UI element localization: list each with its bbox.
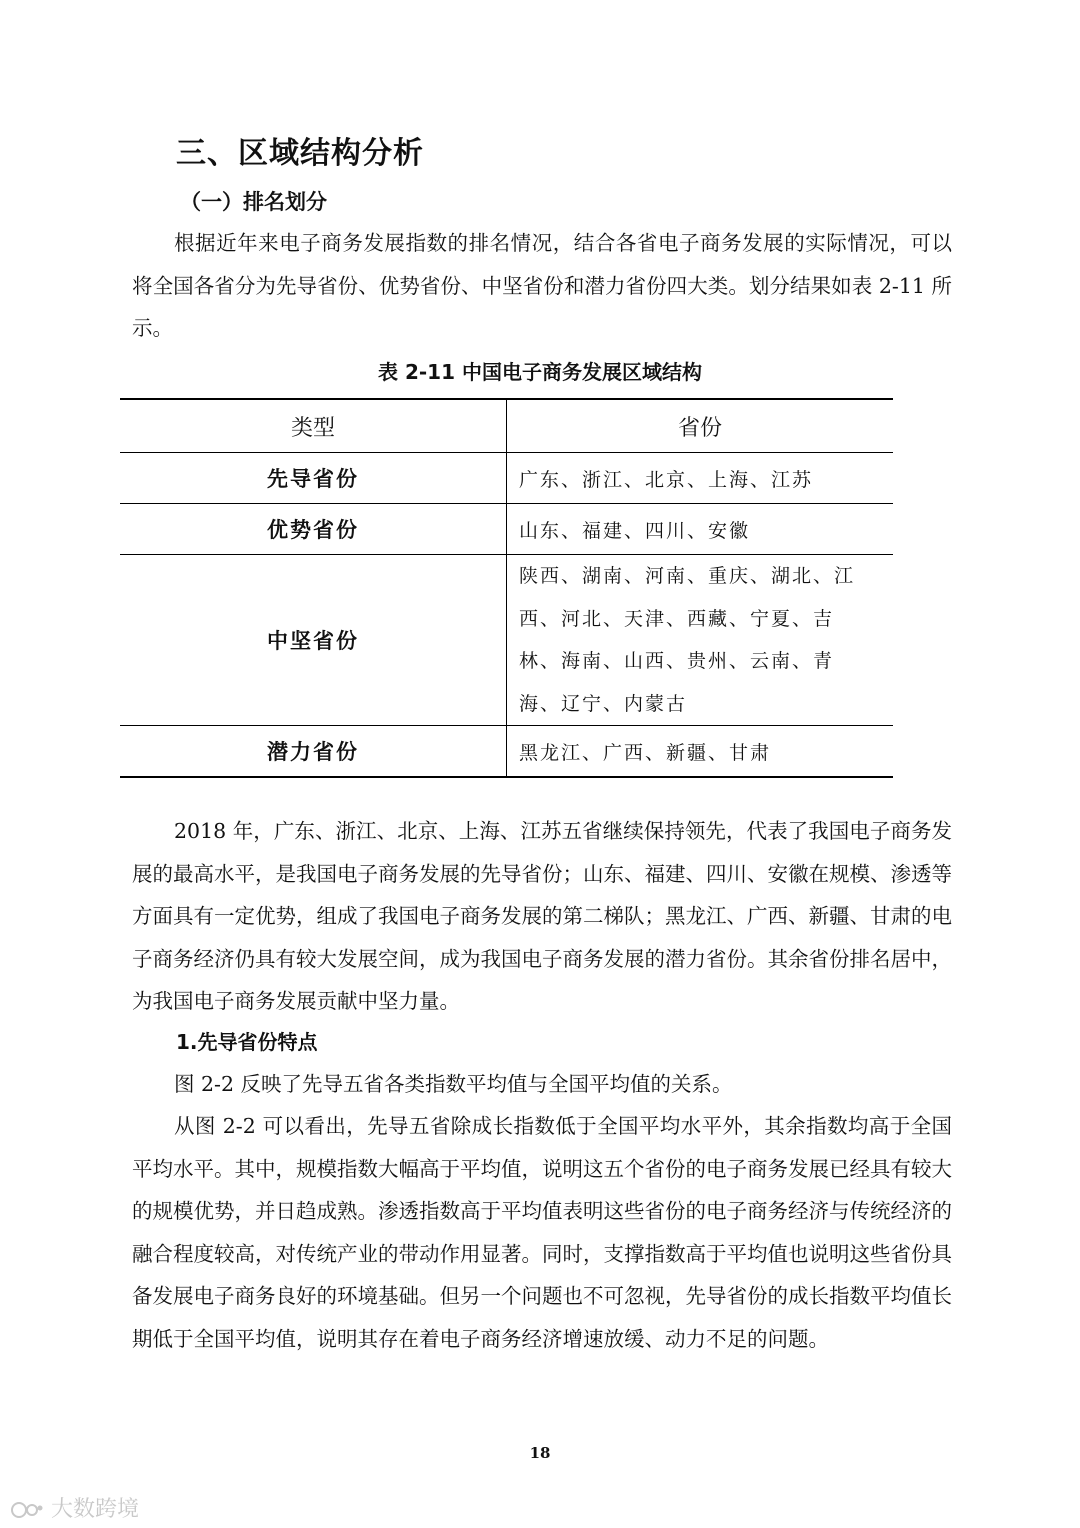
header-provinces: 省份 <box>507 399 894 453</box>
paragraph-2018 <box>132 810 952 1023</box>
paragraph-figure-intro <box>132 1063 952 1106</box>
row-provinces: 山东、福建、四川、安徽 <box>507 504 894 555</box>
watermark-logo-icon <box>10 1500 44 1520</box>
heading-leading-provinces: 1.先导省份特点 <box>176 1030 318 1054</box>
row-provinces: 黑龙江、广西、新疆、甘肃 <box>519 741 772 764</box>
section-title: 三、区域结构分析 <box>176 136 424 171</box>
table-row <box>120 504 893 555</box>
row-type: 先导省份 <box>120 453 507 504</box>
region-structure-table <box>120 398 893 778</box>
row-provinces-text: 陕西、湖南、河南、重庆、湖北、江西、河北、天津、西藏、宁夏、吉林、海南、山西、贵州、云南、青海、辽宁、内蒙古 <box>519 565 856 715</box>
watermark-text: 大数跨境 <box>51 1497 140 1522</box>
header-type: 类型 <box>120 399 507 453</box>
page-number: 18 <box>529 1444 551 1462</box>
row-provinces: 广东、浙江、北京、上海、江苏 <box>507 453 894 504</box>
paragraph-analysis-text: 从图 2-2 可以看出，先导五省除成长指数低于全国平均水平外，其余指数均高于全国平均水平。其中，规模指数大幅高于平均值，说明这五个省份的电子商务发展已经具有较大的规模优势，并日趋成熟。渗透指数高于平均值表明这些省份的电子商务经济与传统经济的融合程度较高，对传统产业的带动作用显著。同时，支撑指数高于平均值也说明这些省份具备发展电子商务良好的环境基础。但另一个问题也不可忽视，先导省份的成长指数平均值长期低于全国平均值，说明其存在着电子商务经济增速放缓、动力不足的问题。 <box>132 1114 952 1351</box>
subsection-title: （一）排名划分 <box>180 190 327 214</box>
row-type: 潜力省份 <box>120 726 507 778</box>
table-row <box>120 726 893 778</box>
paragraph-figure-intro-text: 图 2-2 反映了先导五省各类指数平均值与全国平均值的关系。 <box>174 1072 733 1096</box>
row-type: 中坚省份 <box>120 555 507 726</box>
table-row <box>120 453 893 504</box>
intro-paragraph-text: 根据近年来电子商务发展指数的排名情况，结合各省电子商务发展的实际情况，可以将全国各省分为先导省份、优势省份、中坚省份和潜力省份四大类。划分结果如表 2-11 所示。 <box>132 231 952 340</box>
paragraph-analysis <box>132 1105 952 1360</box>
row-provinces <box>507 555 894 726</box>
watermark <box>10 1492 139 1523</box>
row-type: 优势省份 <box>120 504 507 555</box>
intro-paragraph <box>132 222 952 350</box>
table-header-row <box>120 399 893 453</box>
table-caption: 表 2-11 中国电子商务发展区域结构 <box>378 360 702 384</box>
paragraph-2018-text: 2018 年，广东、浙江、北京、上海、江苏五省继续保持领先，代表了我国电子商务发展的最高水平，是我国电子商务发展的先导省份；山东、福建、四川、安徽在规模、渗透等方面具有一定优势，组成了我国电子商务发展的第二梯队；黑龙江、广西、新疆、甘肃的电子商务经济仍具有较大发展空间，成为我国电子商务发展的潜力省份。其余省份排名居中，为我国电子商务发展贡献中坚力量。 <box>132 819 952 1013</box>
table-row <box>120 555 893 726</box>
